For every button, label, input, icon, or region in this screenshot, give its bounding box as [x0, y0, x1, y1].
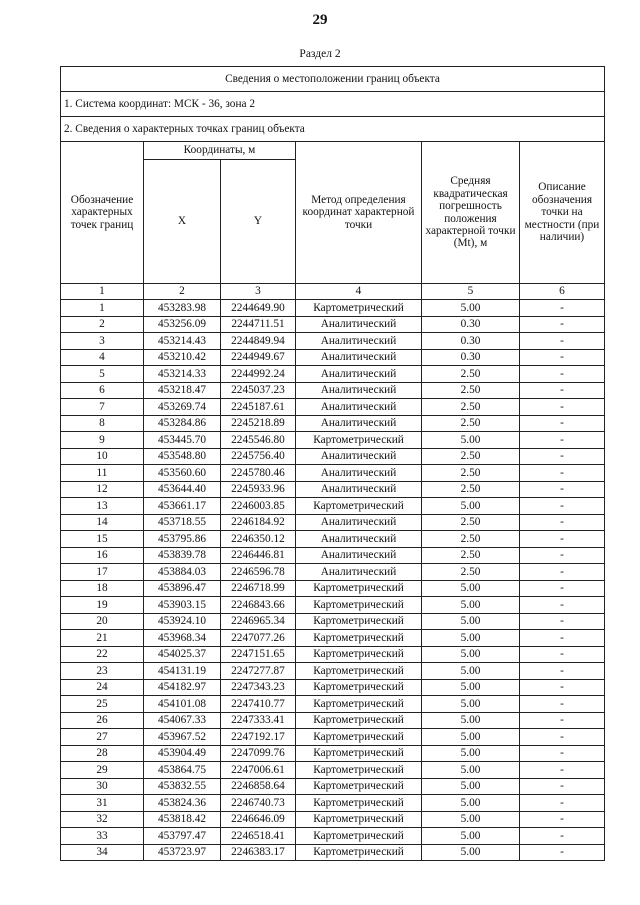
method-cell: Картометрический [296, 696, 422, 713]
method-cell: Картометрический [296, 646, 422, 663]
method-cell: Картометрический [296, 679, 422, 696]
table-row [61, 778, 605, 795]
point-number-cell: 22 [61, 646, 144, 663]
coord-x-cell: 453884.03 [144, 564, 221, 581]
accuracy-cell: 5.00 [422, 745, 520, 762]
accuracy-cell: 0.30 [422, 349, 520, 366]
description-cell: - [520, 399, 605, 416]
coord-x-cell: 453284.86 [144, 415, 221, 432]
description-cell: - [520, 382, 605, 399]
table-row [61, 745, 605, 762]
coord-y-cell: 2245756.40 [221, 448, 296, 465]
description-cell: - [520, 762, 605, 779]
method-cell: Картометрический [296, 300, 422, 317]
coord-x-cell: 453256.09 [144, 316, 221, 333]
coord-y-cell: 2246003.85 [221, 498, 296, 515]
table-row [61, 382, 605, 399]
coord-x-cell: 453797.47 [144, 828, 221, 845]
method-cell: Картометрический [296, 844, 422, 861]
table-row [61, 597, 605, 614]
coord-x-cell: 453832.55 [144, 778, 221, 795]
column-header-y: Y [221, 160, 296, 284]
method-cell: Аналитический [296, 465, 422, 482]
point-number-cell: 32 [61, 811, 144, 828]
coord-x-cell: 453661.17 [144, 498, 221, 515]
method-cell: Аналитический [296, 366, 422, 383]
coord-x-cell: 453269.74 [144, 399, 221, 416]
coord-y-cell: 2246350.12 [221, 531, 296, 548]
method-cell: Аналитический [296, 333, 422, 350]
coord-y-cell: 2245546.80 [221, 432, 296, 449]
description-cell: - [520, 564, 605, 581]
table-row [61, 630, 605, 647]
method-cell: Картометрический [296, 811, 422, 828]
coordinate-system: 1. Система координат: МСК - 36, зона 2 [61, 92, 605, 117]
method-cell: Картометрический [296, 613, 422, 630]
point-number-cell: 10 [61, 448, 144, 465]
column-header-accuracy: Средняя квадратическая погрешность положения характерной точки (Mt), м [422, 142, 520, 284]
coord-y-cell: 2247099.76 [221, 745, 296, 762]
point-number-cell: 5 [61, 366, 144, 383]
accuracy-cell: 2.50 [422, 382, 520, 399]
column-number: 2 [144, 284, 221, 300]
coord-y-cell: 2247333.41 [221, 712, 296, 729]
method-cell: Картометрический [296, 762, 422, 779]
coord-x-cell: 453968.34 [144, 630, 221, 647]
method-cell: Аналитический [296, 564, 422, 581]
table-row [61, 679, 605, 696]
table-row [61, 316, 605, 333]
table-row [61, 333, 605, 350]
coord-y-cell: 2244849.94 [221, 333, 296, 350]
coord-y-cell: 2247077.26 [221, 630, 296, 647]
method-cell: Аналитический [296, 514, 422, 531]
description-cell: - [520, 366, 605, 383]
coord-y-cell: 2247151.65 [221, 646, 296, 663]
coord-y-cell: 2246843.66 [221, 597, 296, 614]
table-row [61, 415, 605, 432]
coord-y-cell: 2246518.41 [221, 828, 296, 845]
method-cell: Картометрический [296, 795, 422, 812]
method-cell: Картометрический [296, 432, 422, 449]
coord-y-cell: 2246596.78 [221, 564, 296, 581]
description-cell: - [520, 597, 605, 614]
description-cell: - [520, 811, 605, 828]
table-row [61, 432, 605, 449]
point-number-cell: 6 [61, 382, 144, 399]
accuracy-cell: 5.00 [422, 811, 520, 828]
accuracy-cell: 5.00 [422, 597, 520, 614]
point-number-cell: 3 [61, 333, 144, 350]
accuracy-cell: 5.00 [422, 795, 520, 812]
table-title: Сведения о местоположении границ объекта [61, 67, 605, 92]
coord-x-cell: 453967.52 [144, 729, 221, 746]
point-number-cell: 24 [61, 679, 144, 696]
description-cell: - [520, 778, 605, 795]
method-cell: Картометрический [296, 745, 422, 762]
coord-x-cell: 453723.97 [144, 844, 221, 861]
coord-y-cell: 2246184.92 [221, 514, 296, 531]
accuracy-cell: 0.30 [422, 316, 520, 333]
coord-y-cell: 2247343.23 [221, 679, 296, 696]
description-cell: - [520, 696, 605, 713]
coord-y-cell: 2244992.24 [221, 366, 296, 383]
coord-y-cell: 2246718.99 [221, 580, 296, 597]
coord-y-cell: 2246383.17 [221, 844, 296, 861]
accuracy-cell: 5.00 [422, 432, 520, 449]
description-cell: - [520, 547, 605, 564]
point-number-cell: 31 [61, 795, 144, 812]
coord-y-cell: 2245218.89 [221, 415, 296, 432]
coord-y-cell: 2246740.73 [221, 795, 296, 812]
coord-x-cell: 453839.78 [144, 547, 221, 564]
description-cell: - [520, 465, 605, 482]
method-cell: Аналитический [296, 415, 422, 432]
column-header-description: Описание обозначения точки на местности (при наличии) [520, 142, 605, 284]
coord-x-cell: 453864.75 [144, 762, 221, 779]
point-number-cell: 13 [61, 498, 144, 515]
method-cell: Картометрический [296, 729, 422, 746]
table-row [61, 646, 605, 663]
point-number-cell: 21 [61, 630, 144, 647]
accuracy-cell: 2.50 [422, 366, 520, 383]
coord-x-cell: 453818.42 [144, 811, 221, 828]
description-cell: - [520, 448, 605, 465]
column-number: 1 [61, 284, 144, 300]
point-number-cell: 15 [61, 531, 144, 548]
coord-x-cell: 453896.47 [144, 580, 221, 597]
accuracy-cell: 5.00 [422, 696, 520, 713]
table-row [61, 481, 605, 498]
method-cell: Аналитический [296, 547, 422, 564]
table-row [61, 795, 605, 812]
method-cell: Аналитический [296, 481, 422, 498]
table-row [61, 448, 605, 465]
coord-x-cell: 454131.19 [144, 663, 221, 680]
coord-x-cell: 453644.40 [144, 481, 221, 498]
table-row [61, 564, 605, 581]
accuracy-cell: 5.00 [422, 498, 520, 515]
description-cell: - [520, 646, 605, 663]
accuracy-cell: 5.00 [422, 762, 520, 779]
table-row [61, 399, 605, 416]
page-number: 29 [312, 12, 328, 28]
accuracy-cell: 5.00 [422, 778, 520, 795]
table-row [61, 729, 605, 746]
coord-x-cell: 453824.36 [144, 795, 221, 812]
description-cell: - [520, 745, 605, 762]
description-cell: - [520, 679, 605, 696]
point-number-cell: 33 [61, 828, 144, 845]
point-number-cell: 28 [61, 745, 144, 762]
point-number-cell: 17 [61, 564, 144, 581]
accuracy-cell: 2.50 [422, 481, 520, 498]
description-cell: - [520, 712, 605, 729]
point-number-cell: 8 [61, 415, 144, 432]
point-number-cell: 14 [61, 514, 144, 531]
coord-y-cell: 2246965.34 [221, 613, 296, 630]
coord-x-cell: 453548.80 [144, 448, 221, 465]
column-header-x: X [144, 160, 221, 284]
table-row [61, 828, 605, 845]
description-cell: - [520, 432, 605, 449]
accuracy-cell: 2.50 [422, 547, 520, 564]
table-row [61, 300, 605, 317]
accuracy-cell: 5.00 [422, 630, 520, 647]
column-number: 4 [296, 284, 422, 300]
accuracy-cell: 5.00 [422, 844, 520, 861]
coord-y-cell: 2246858.64 [221, 778, 296, 795]
table-row [61, 465, 605, 482]
coord-x-cell: 453218.47 [144, 382, 221, 399]
coord-y-cell: 2245037.23 [221, 382, 296, 399]
accuracy-cell: 5.00 [422, 613, 520, 630]
description-cell: - [520, 300, 605, 317]
description-cell: - [520, 580, 605, 597]
coord-x-cell: 453795.86 [144, 531, 221, 548]
method-cell: Картометрический [296, 828, 422, 845]
point-number-cell: 25 [61, 696, 144, 713]
coord-x-cell: 453903.15 [144, 597, 221, 614]
description-cell: - [520, 498, 605, 515]
accuracy-cell: 5.00 [422, 580, 520, 597]
point-number-cell: 16 [61, 547, 144, 564]
description-cell: - [520, 481, 605, 498]
coord-x-cell: 453214.33 [144, 366, 221, 383]
accuracy-cell: 5.00 [422, 729, 520, 746]
column-header-point: Обозначение характерных точек границ [61, 142, 144, 284]
coord-x-cell: 454182.97 [144, 679, 221, 696]
coord-y-cell: 2247006.61 [221, 762, 296, 779]
coord-x-cell: 453210.42 [144, 349, 221, 366]
method-cell: Картометрический [296, 778, 422, 795]
description-cell: - [520, 349, 605, 366]
description-cell: - [520, 415, 605, 432]
column-header-coordinates: Координаты, м [144, 142, 296, 160]
description-cell: - [520, 613, 605, 630]
coord-y-cell: 2247410.77 [221, 696, 296, 713]
point-number-cell: 23 [61, 663, 144, 680]
method-cell: Аналитический [296, 382, 422, 399]
coord-y-cell: 2244711.51 [221, 316, 296, 333]
method-cell: Аналитический [296, 531, 422, 548]
description-cell: - [520, 828, 605, 845]
points-section-header: 2. Сведения о характерных точках границ объекта [61, 117, 605, 142]
table-row [61, 613, 605, 630]
coord-y-cell: 2246646.09 [221, 811, 296, 828]
point-number-cell: 30 [61, 778, 144, 795]
accuracy-cell: 5.00 [422, 646, 520, 663]
table-row [61, 580, 605, 597]
table-row [61, 531, 605, 548]
point-number-cell: 1 [61, 300, 144, 317]
accuracy-cell: 5.00 [422, 828, 520, 845]
table-row [61, 366, 605, 383]
point-number-cell: 9 [61, 432, 144, 449]
point-number-cell: 11 [61, 465, 144, 482]
table-row [61, 811, 605, 828]
point-number-cell: 34 [61, 844, 144, 861]
accuracy-cell: 2.50 [422, 399, 520, 416]
accuracy-cell: 5.00 [422, 679, 520, 696]
table-row [61, 844, 605, 861]
point-number-cell: 26 [61, 712, 144, 729]
coord-y-cell: 2247277.87 [221, 663, 296, 680]
coord-y-cell: 2245780.46 [221, 465, 296, 482]
method-cell: Картометрический [296, 597, 422, 614]
table-row [61, 498, 605, 515]
accuracy-cell: 0.30 [422, 333, 520, 350]
boundary-points-table [60, 66, 605, 861]
accuracy-cell: 2.50 [422, 531, 520, 548]
column-number: 3 [221, 284, 296, 300]
point-number-cell: 19 [61, 597, 144, 614]
section-label: Раздел 2 [299, 48, 341, 60]
coord-x-cell: 453445.70 [144, 432, 221, 449]
point-number-cell: 7 [61, 399, 144, 416]
description-cell: - [520, 531, 605, 548]
description-cell: - [520, 630, 605, 647]
column-number: 6 [520, 284, 605, 300]
point-number-cell: 29 [61, 762, 144, 779]
method-cell: Аналитический [296, 399, 422, 416]
coord-x-cell: 453560.60 [144, 465, 221, 482]
description-cell: - [520, 729, 605, 746]
description-cell: - [520, 514, 605, 531]
method-cell: Аналитический [296, 349, 422, 366]
description-cell: - [520, 663, 605, 680]
coord-y-cell: 2247192.17 [221, 729, 296, 746]
accuracy-cell: 2.50 [422, 448, 520, 465]
coord-x-cell: 454101.08 [144, 696, 221, 713]
column-number: 5 [422, 284, 520, 300]
accuracy-cell: 5.00 [422, 663, 520, 680]
coord-y-cell: 2244649.90 [221, 300, 296, 317]
coord-x-cell: 454067.33 [144, 712, 221, 729]
accuracy-cell: 2.50 [422, 514, 520, 531]
description-cell: - [520, 844, 605, 861]
table-row [61, 663, 605, 680]
method-cell: Аналитический [296, 316, 422, 333]
method-cell: Картометрический [296, 630, 422, 647]
point-number-cell: 27 [61, 729, 144, 746]
point-number-cell: 12 [61, 481, 144, 498]
point-number-cell: 4 [61, 349, 144, 366]
method-cell: Картометрический [296, 663, 422, 680]
column-numbers-row [61, 284, 605, 300]
description-cell: - [520, 795, 605, 812]
method-cell: Картометрический [296, 580, 422, 597]
column-header-method: Метод определения координат характерной точки [296, 142, 422, 284]
point-number-cell: 2 [61, 316, 144, 333]
table-row [61, 696, 605, 713]
accuracy-cell: 2.50 [422, 465, 520, 482]
point-number-cell: 18 [61, 580, 144, 597]
description-cell: - [520, 316, 605, 333]
coord-x-cell: 454025.37 [144, 646, 221, 663]
point-number-cell: 20 [61, 613, 144, 630]
table-row [61, 712, 605, 729]
accuracy-cell: 2.50 [422, 564, 520, 581]
table-row [61, 762, 605, 779]
table-row [61, 547, 605, 564]
accuracy-cell: 2.50 [422, 415, 520, 432]
coord-x-cell: 453283.98 [144, 300, 221, 317]
table-row [61, 349, 605, 366]
method-cell: Аналитический [296, 448, 422, 465]
coord-x-cell: 453214.43 [144, 333, 221, 350]
coord-y-cell: 2246446.81 [221, 547, 296, 564]
coord-x-cell: 453718.55 [144, 514, 221, 531]
coord-y-cell: 2245187.61 [221, 399, 296, 416]
table-row [61, 514, 605, 531]
coord-x-cell: 453924.10 [144, 613, 221, 630]
method-cell: Картометрический [296, 498, 422, 515]
description-cell: - [520, 333, 605, 350]
coord-y-cell: 2245933.96 [221, 481, 296, 498]
accuracy-cell: 5.00 [422, 300, 520, 317]
accuracy-cell: 5.00 [422, 712, 520, 729]
method-cell: Картометрический [296, 712, 422, 729]
coord-y-cell: 2244949.67 [221, 349, 296, 366]
coord-x-cell: 453904.49 [144, 745, 221, 762]
